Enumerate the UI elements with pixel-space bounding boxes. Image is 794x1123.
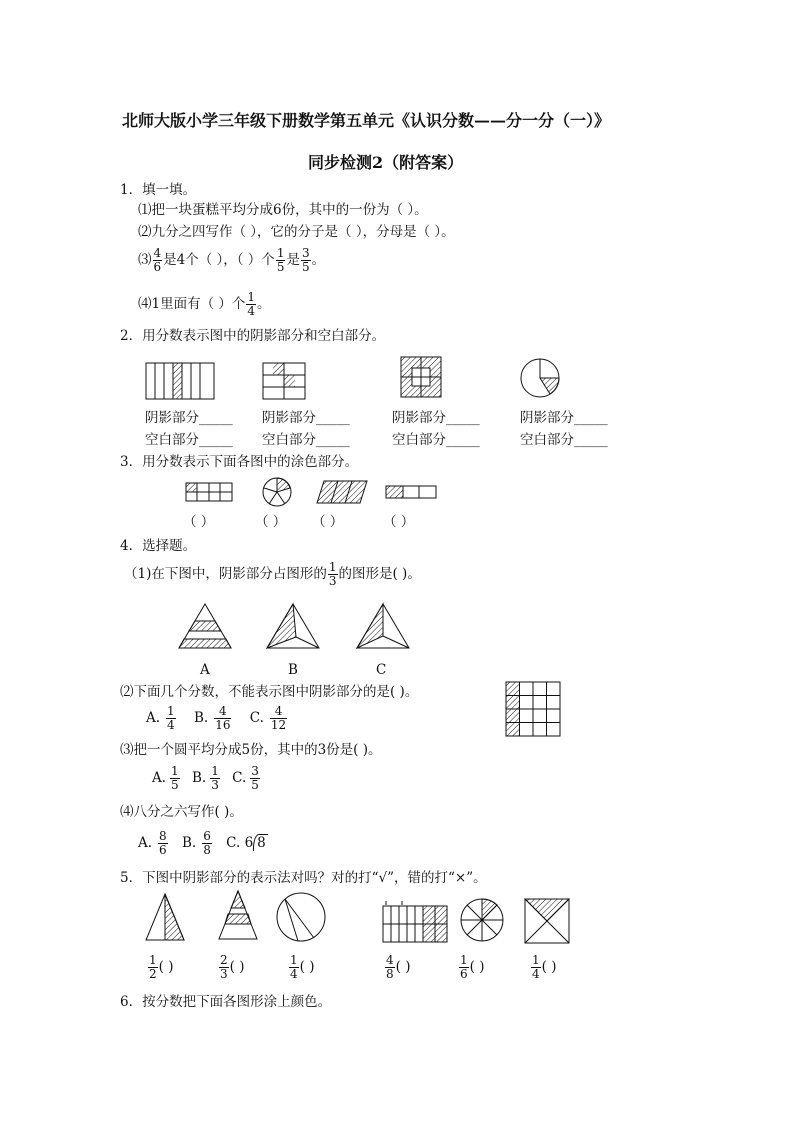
q3-figure-strip [385, 485, 437, 499]
q4-triangle-b [266, 603, 320, 649]
q4-part1: （1)在下图中，阴影部分占图形的 $\frac{1}{3}$ 的图形是( )。 [124, 560, 421, 588]
q4-part4-options: A. $\frac{8}{6}$ B. $\frac{6}{8}$ C. 6 8 [138, 829, 266, 857]
q5-answer-1[interactable]: $\frac{1}{2}$ ( ) [149, 953, 174, 981]
q2-blank-3[interactable]: 空白部分_____ [392, 432, 480, 448]
q2-figure-circle [520, 358, 560, 398]
q2-blank-4[interactable]: 空白部分_____ [520, 432, 608, 448]
q4-part3: ⑶把一个圆平均分成5份，其中的3份是( )。 [120, 742, 382, 758]
q2-shaded-3[interactable]: 阴影部分_____ [392, 410, 480, 426]
q4-part2: ⑵下面几个分数，不能表示图中阴影部分的是( )。 [120, 684, 419, 700]
q6-heading: 6．按分数把下面各图形涂上颜色。 [120, 994, 332, 1010]
q2-figure-grid [262, 362, 306, 400]
q5-figure-2 [218, 890, 258, 940]
q2-figure-strips [145, 362, 215, 400]
q5-figure-3 [276, 892, 326, 942]
q5-answer-3[interactable]: $\frac{1}{4}$ ( ) [290, 953, 315, 981]
q3-answer-3[interactable]: （ ） [312, 514, 344, 530]
q3-answer-1[interactable]: （ ） [183, 514, 215, 530]
q4-part4: ⑷八分之六写作( )。 [120, 804, 243, 820]
q4-label-c: C [376, 662, 387, 678]
q2-shaded-2[interactable]: 阴影部分_____ [262, 410, 350, 426]
q1-line2: ⑵九分之四写作（ ），它的分子是（ ），分母是（ ）。 [138, 224, 455, 240]
q4-part3-options: A. $\frac{1}{5}$ B. $\frac{1}{3}$ C. $\frac{3}{5}$ [152, 764, 259, 792]
q1-heading: 1．填一填。 [120, 182, 197, 198]
q3-answer-2[interactable]: （ ） [255, 514, 287, 530]
page-title: 北师大版小学三年级下册数学第五单元《认识分数——分一分（一）》 [122, 111, 611, 130]
q5-figure-6 [524, 898, 570, 944]
q4-heading: 4．选择题。 [120, 538, 197, 554]
q2-blank-1[interactable]: 空白部分_____ [145, 432, 233, 448]
q2-shaded-4[interactable]: 阴影部分_____ [520, 410, 608, 426]
q5-answer-6[interactable]: $\frac{1}{4}$ ( ) [532, 953, 557, 981]
q4-label-a: A [200, 662, 210, 678]
q5-answer-5[interactable]: $\frac{1}{6}$ ( ) [460, 953, 485, 981]
q5-answer-4[interactable]: $\frac{4}{8}$ ( ) [386, 953, 411, 981]
q5-figure-5 [460, 898, 504, 942]
q3-figure-circle [262, 477, 292, 507]
q2-shaded-1[interactable]: 阴影部分_____ [145, 410, 233, 426]
q2-heading: 2．用分数表示图中的阴影部分和空白部分。 [120, 328, 386, 344]
q4-triangle-a [178, 603, 232, 649]
q4-label-b: B [288, 662, 298, 678]
q2-figure-cross [400, 356, 442, 398]
q5-answer-2[interactable]: $\frac{2}{3}$ ( ) [220, 953, 245, 981]
q5-figure-4 [382, 900, 448, 944]
q3-heading: 3．用分数表示下面各图中的涂色部分。 [120, 454, 359, 470]
q5-figure-1 [145, 893, 185, 941]
q3-figure-parallelogram [316, 480, 368, 504]
q3-answer-4[interactable]: （ ） [383, 514, 415, 530]
q2-blank-2[interactable]: 空白部分_____ [262, 432, 350, 448]
q4-triangle-c [356, 603, 410, 649]
q5-heading: 5．下图中阴影部分的表示法对吗？对的打“√”，错的打“×”。 [120, 870, 487, 886]
q3-figure-rect [185, 482, 233, 502]
q4-grid-figure [505, 681, 561, 737]
q1-line4: ⑷1里面有（ ）个 $\frac{1}{4}$ 。 [138, 290, 271, 318]
q1-line1: ⑴把一块蛋糕平均分成6份，其中的一份为（ ）。 [138, 202, 428, 218]
page-subtitle: 同步检测2（附答案） [308, 153, 464, 172]
q1-line3: ⑶ $\frac{4}{6}$ 是4个（ ），（ ）个 $\frac{1}{5}$ 是 $\frac{3}{5}$ 。 [138, 246, 326, 274]
q4-part2-options: A. $\frac{1}{4}$ B. $\frac{4}{16}$ C. $\frac{4}{12}$ [146, 704, 287, 732]
